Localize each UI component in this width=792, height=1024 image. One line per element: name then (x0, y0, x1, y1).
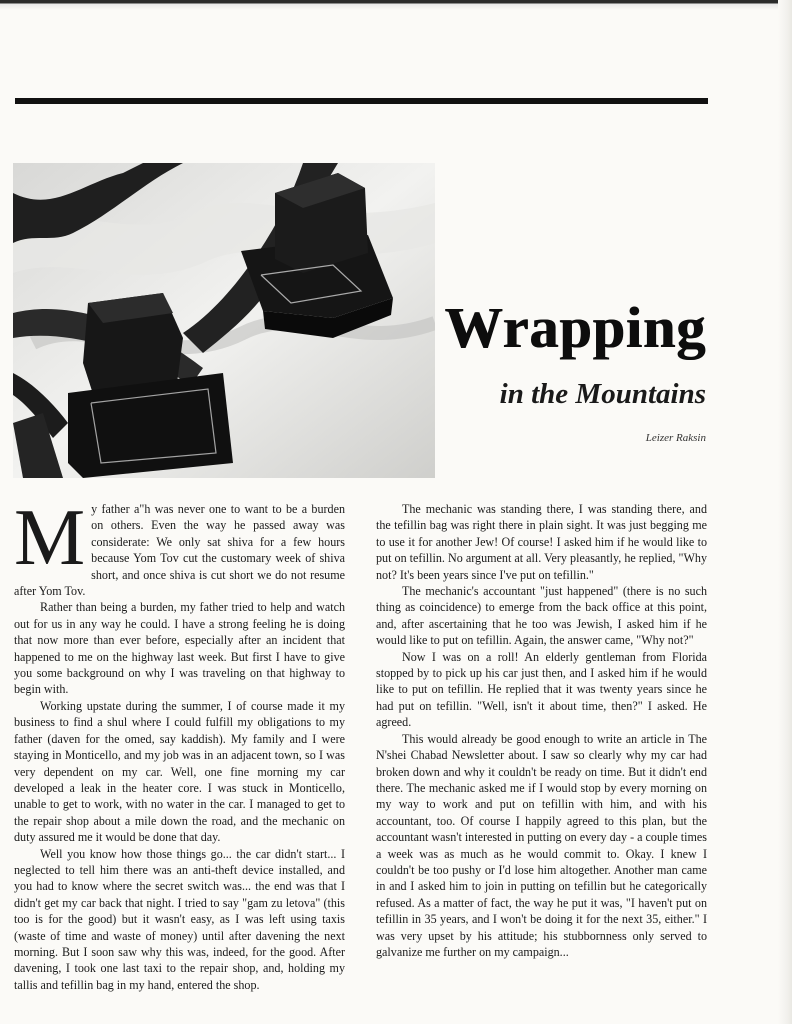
scan-edge-right (778, 0, 792, 1024)
paragraph: y father a"h was never one to want to be a burden on others. Even the way he passed away was considerate: We only sat shiva for a few hours because Yom Tov cut the customary week of shiva short, and once shiva is cut short we do not resume after Yom Tov. (14, 502, 345, 599)
article-column-right (376, 501, 707, 960)
paragraph: Well you know how those things go... the car didn't start... I neglected to tell him there was an anti-theft device installed, and you had to know where the secret switch was... the end was that I didn't get my car back that night. I tried to say "gam zu letova" (this too is for the good) but it wasn't easy, as I was left using taxis (waste of time and waste of money) until after davening the next morning. But I soon saw why this was, indeed, for the good. After davening, I took one last taxi to the repair shop, and, holding my tallis and tefillin bag in my hand, entered the shop. (14, 846, 345, 992)
paragraph: This would already be good enough to write an article in The N'shei Chabad Newsletter about. I saw so clearly why my car had broken down and why it couldn't be ready on time. But it didn't end there. The mechanic asked me if I would stop by every morning on my way to work and put on tefillin with him, and with his accountant, too. Of course I happily agreed to this plan, but the accountant wasn't interested in putting on every day - a couple times a week was as much as he would commit to. Okay. I knew I couldn't be too pushy or I'd lose him altogether. Another man came in and I asked him to join in putting on tefillin but he categorically refused. As a matter of fact, the way he put it was, "I haven't put on tefillin in 35 years, and I won't be doing it for the next 35, either." I was very upset by his attitude; his stubbornness only served to galvanize me further on my campaign... (376, 731, 707, 959)
paragraph: Now I was on a roll! An elderly gentleman from Florida stopped by to pick up his car just then, and I asked him if he would like to put on tefillin. He replied that it was twenty years since he had put on tefillin. "Well, isn't it about time, then?" I asked. He agreed. (376, 649, 707, 730)
article-column-left (14, 494, 345, 993)
article-title: Wrapping (444, 295, 706, 360)
article-byline: Leizer Raksin (645, 432, 706, 444)
header-rule (15, 98, 708, 104)
article-subtitle: in the Mountains (499, 378, 706, 410)
scan-edge-top (0, 0, 792, 10)
paragraph: Rather than being a burden, my father tried to help and watch out for us in any way he could. I have a strong feeling he is doing that now more than ever before, especially after an incident that happened to me on the highway last week. But first I have to give you some background on why I was traveling on that highway to begin with. (14, 600, 345, 697)
paragraph: Working upstate during the summer, I of course made it my business to find a shul where I could fulfill my obligations to my father (daven for the omed, say kaddish). My family and I were staying in Monticello, and my job was in an adjacent town, so I was very dependent on my car. Well, one fine morning my car developed a leak in the heater core. I was stuck in Monticello, unable to get to work, with no water in the car. I managed to get to the repair shop about a mile down the road, and the mechanic on duty assured me it would be done that day. (14, 698, 345, 845)
paragraph: The mechanic was standing there, I was standing there, and the tefillin bag was right there in plain sight. It was just begging me to use it for another Jew! Of course! I asked him if he would like to put on tefillin. No argument at all. Very pleasantly, he replied, "Why not? It's been years since I've put on tefillin." (376, 502, 707, 582)
drop-cap: M (14, 494, 86, 582)
paragraph: The mechanic's accountant "just happened" (there is no such thing as coincidence) to emerge from the back office at this point, and, after ascertaining that he too was Jewish, I asked him if he would like to put on tefillin. Again, the answer came, "Why not?" (376, 584, 707, 648)
